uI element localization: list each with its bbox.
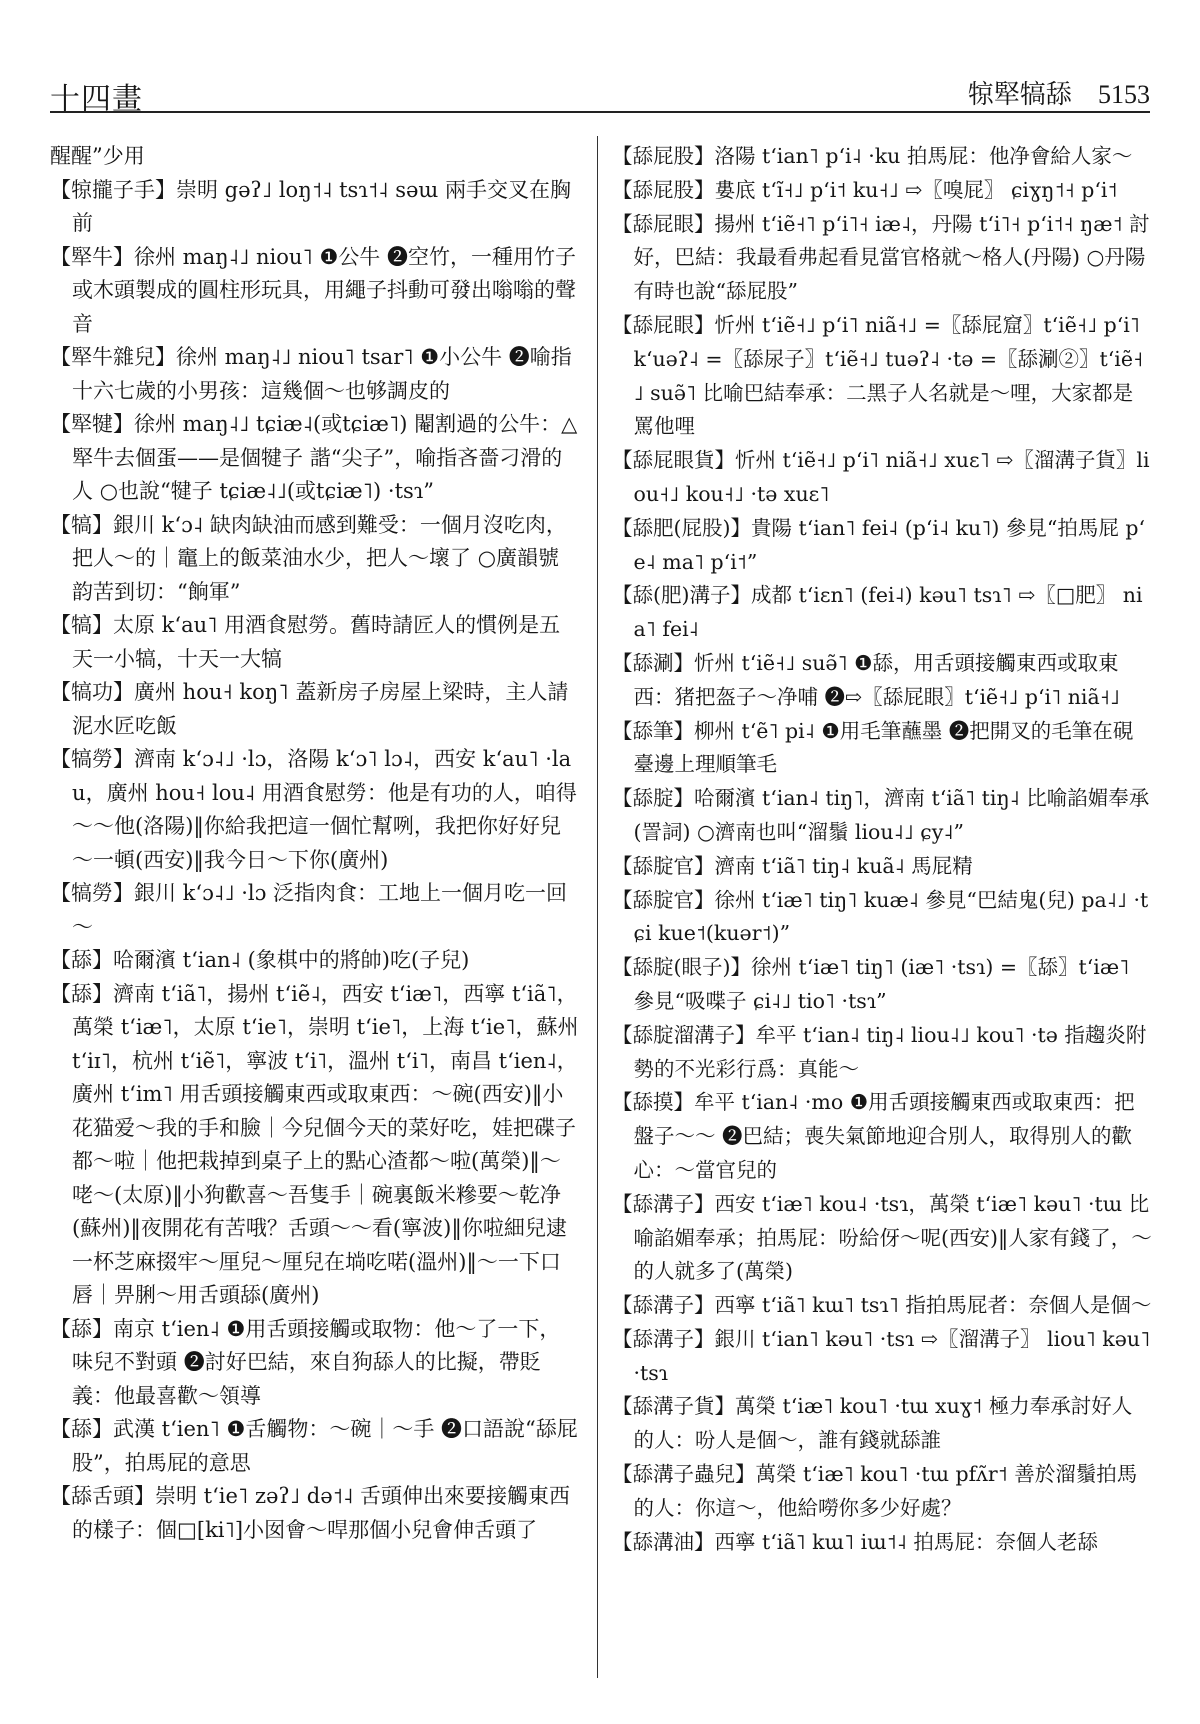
dictionary-entry: 【犒勞】銀川 kʻɔ˨˩ ·lɔ 泛指肉食：工地上一個月吃一回～ — [50, 881, 568, 939]
column-divider — [597, 136, 598, 1678]
dictionary-entry: 【舔屁眼】忻州 tʻiẽ˧˩ pʻi˥ niã˧˩ =〖舔屁窟〗tʻiẽ˧˩ pʻi˥ kʻuəʔ˨ =〖舔尿子〗tʻiẽ˧˩ tuəʔ˨ ·tə =〖舔涮②〗tʻiẽ˧˩ suə̃˥ 比喻巴結奉承：二黑子人名就是～哩，大家都是罵他哩 — [612, 312, 1144, 439]
dictionary-entry: 【舔溝子】西寧 tʻiã˥ kɯ˥ tsɿ˥ 指拍馬屁者：奈個人是個～ — [612, 1293, 1152, 1318]
dictionary-entry: 【舔摸】牟平 tʻian˨ ·mo ❶用舌頭接觸東西或取東西：把盤子～～ ❷巴結；喪失氣節地迎合別人，取得別人的歡心：～當官兒的 — [612, 1090, 1135, 1182]
dictionary-entry: 【舔腚官】徐州 tʻiæ˥ tiŋ˥ kuæ˨ 參見“巴結鬼(兒) pa˨˩ ·tɕi kue˦(kuər˦)” — [612, 887, 1149, 946]
dictionary-entry: 【犒功】廣州 hou˧ koŋ˥ 蓋新房子房屋上梁時，主人請泥水匠吃飯 — [50, 680, 569, 738]
dictionary-entry: 【舔腚官】濟南 tʻiã˥ tiŋ˨ kuã˨ 馬屁精 — [612, 853, 973, 878]
dictionary-entry: 【㹂牛雜兒】徐州 maŋ˨˩ niou˥ tsar˥ ❶小公牛 ❷喻指十六七歲的小男孩：這幾個～也够調皮的 — [50, 345, 572, 403]
page-number: 5153 — [1098, 80, 1150, 109]
dictionary-entry: 【舔腚(眼子)】徐州 tʻiæ˥ tiŋ˥ (iæ˥ ·tsɿ) =〖舔〗tʻiæ˥ 參見“吸喋子 ɕi˨˩ tio˥ ·tsɿ” — [612, 955, 1130, 1013]
header-right — [968, 74, 1150, 111]
dictionary-entry: 【舔】哈爾濱 tʻian˨ (象棋中的將帥)吃(子兒) — [50, 948, 470, 972]
dictionary-entry: 【舔溝子貨】萬榮 tʻiæ˥ kou˥ ·tɯ xuɣ˦ 極力奉承討好人的人：吩人是個～，誰有錢就舔誰 — [612, 1394, 1133, 1453]
dictionary-entry: 【㹁攏子手】崇明 gəʔ˩ loŋ˦˨ tsɿ˦˨ səɯ 兩手交叉在胸前 — [50, 177, 572, 235]
dictionary-entry: 【舔】濟南 tʻiã˥，揚州 tʻiẽ˨，西安 tʻiæ˥，西寧 tʻiã˥，萬榮 tʻiæ˥，太原 tʻie˥，崇明 tʻie˥，上海 tʻie˥，蘇州 tʻiɪ˥，杭州 tʻiẽ˥，寧波 tʻi˥，溫州 tʻi˥，南昌 tʻien˨，廣州 tʻim˥ 用舌頭接觸東西或取東西：～碗(西安)‖小花猫爱～我的手和臉｜今兒個今天的菜好吃，娃把碟子都～啦｜他把栽掉到桌子上的點心渣都～啦(萬榮)‖～咾～(太原)‖小狗歡喜～吾隻手｜碗裏飯米糝要～乾净(蘇州)‖夜開花有苦哦？舌頭～～看(寧波)‖你啦細兒逮一杯芝麻掇牢～厘兒～厘兒在埫吃喏(溫州)‖～一下口唇｜畀脷～用舌頭舔(廣州) — [50, 981, 579, 1307]
dictionary-entry: 【犒】太原 kʻau˥ 用酒食慰勞。舊時請匠人的慣例是五天一小犒，十天一大犒 — [50, 613, 561, 671]
dictionary-entry: 【㹂牛】徐州 maŋ˨˩ niou˥ ❶公牛 ❷空竹，一種用竹子或木頭製成的圓柱形玩具，用繩子抖動可發出嗡嗡的聲音 — [50, 244, 577, 336]
dictionary-entry: 【舔涮】忻州 tʻiẽ˧˩ suə̃˥ ❶舔，用舌頭接觸東西或取東西：猪把盔子～净哺 ❷⇨〖舔屁眼〗tʻiẽ˧˩ pʻi˥ niã˧˩ — [612, 650, 1120, 709]
dictionary-entry: 【㹂犍】徐州 maŋ˨˩ tɕiæ˨(或tɕiæ˥) 閹割過的公牛：△㹂牛去個蛋——是個犍子 諧“尖子”，喻指吝嗇刁滑的人 ○也說“犍子 tɕiæ˨˩(或tɕiæ˥) ·tsɿ” — [50, 412, 578, 503]
dictionary-entry: 【舔腚】哈爾濱 tʻian˨ tiŋ˥，濟南 tʻiã˥ tiŋ˨ 比喻諂媚奉承(詈詞) ○濟南也叫“溜鬚 liou˨˩ ɕy˨” — [612, 786, 1150, 844]
left-column — [50, 140, 580, 1547]
header-rule — [50, 111, 1150, 113]
header-characters: 㹁㹂犒舔 — [967, 80, 1072, 110]
dictionary-entry: 【舔屁股】婁底 tʻĩ˧˩ pʻi˦ ku˧˩ ⇨〖嗅屁〗 ɕiɣŋ˦˧ pʻi˦ — [612, 177, 1118, 202]
dictionary-entry: 【舔腚溜溝子】牟平 tʻian˨ tiŋ˨ liou˨˩ kou˥ ·tə 指趨炎附勢的不光彩行爲：真能～ — [612, 1022, 1147, 1081]
dictionary-entry: 【舔溝子蟲兒】萬榮 tʻiæ˥ kou˥ ·tɯ pfʌ̃r˦ 善於溜鬚拍馬的人：你這～，他給嘮你多少好處？ — [612, 1462, 1138, 1520]
dictionary-entry: 【舔溝油】西寧 tʻiã˥ kɯ˥ iɯ˦˨ 拍馬屁：奈個人老舔 — [612, 1529, 1098, 1554]
dictionary-entry: 【犒】銀川 kʻɔ˨ 缺肉缺油而感到難受：一個月沒吃肉，把人～的｜竈上的飯菜油水少，把人～壞了 ○廣韻號韵苦到切：“餉軍” — [50, 512, 567, 604]
dictionary-entry: 【舔溝子】銀川 tʻian˥ kəu˥ ·tsɿ ⇨〖溜溝子〗 liou˥ kəu˥ ·tsɿ — [612, 1326, 1151, 1385]
page-header — [50, 62, 1150, 117]
dictionary-entry: 【舔舌頭】崇明 tʻie˥ zəʔ˩ də˦˨ 舌頭伸出來要接觸東西的樣子：個□[ki˥]小囡會～哻那個小兒會伸舌頭了 — [50, 1484, 571, 1542]
dictionary-entry: 【舔屁眼】揚州 tʻiẽ˧˥ pʻi˥˧ iæ˨，丹陽 tʻi˥˧ pʻi˦˧ ŋæ˦ 討好，巴結：我最看弗起看見當官格就～格人(丹陽) ○丹陽有時也說“舔屁股” — [612, 211, 1150, 304]
dictionary-entry: 【犒勞】濟南 kʻɔ˨˩ ·lɔ，洛陽 kʻɔ˥ lɔ˨，西安 kʻau˥ ·lau，廣州 hou˧ lou˨ 用酒食慰勞：他是有功的人，咱得～～他(洛陽)‖你給我把這一個忙幫咧，我把你好好兒～一頓(西安)‖我今日～下你(廣州) — [50, 747, 577, 872]
dictionary-entry: 【舔】武漢 tʻien˥ ❶舌觸物：～碗｜～手 ❷口語說“舔屁股”，拍馬屁的意思 — [50, 1417, 578, 1475]
dictionary-entry: 【舔溝子】西安 tʻiæ˥ kou˨ ·tsɿ，萬榮 tʻiæ˥ kəu˥ ·tɯ 比喻諂媚奉承；拍馬屁：吩給伢～呢(西安)‖人家有錢了，～的人就多了(萬榮) — [612, 1191, 1152, 1284]
dictionary-entry: 【舔筆】柳州 tʻẽ˥ pi˨ ❶用毛筆蘸墨 ❷把開叉的毛筆在硯臺邊上理順筆毛 — [612, 718, 1134, 777]
dictionary-entry: 【舔肥(屁股)】貴陽 tʻian˥ fei˨ (pʻi˨ ku˥) 參見“拍馬屁 pʻe˨ ma˥ pʻi˦” — [612, 515, 1145, 574]
entry-continuation: 醒醒”少用 — [50, 144, 145, 168]
dictionary-entry: 【舔(肥)溝子】成都 tʻiɛn˥ (fei˨) kəu˥ tsɿ˥ ⇨〖□肥〗 nia˥ fei˨ — [612, 583, 1143, 642]
dictionary-entry: 【舔屁股】洛陽 tʻian˥ pʻi˨ ·ku 拍馬屁：他净會給人家～ — [612, 144, 1133, 168]
right-column — [612, 140, 1152, 1559]
dictionary-entry: 【舔】南京 tʻien˨ ❶用舌頭接觸或取物：他～了一下，味兒不對頭 ❷討好巴結，來自狗舔人的比擬，帶貶義：他最喜歡～領導 — [50, 1316, 561, 1408]
chapter-title: 十四畫 — [50, 82, 143, 117]
dictionary-entry: 【舔屁眼貨】忻州 tʻiẽ˧˩ pʻi˥ niã˧˩ xuɛ˥ ⇨〖溜溝子貨〗liou˧˩ kou˧˩ ·tə xuɛ˥ — [612, 448, 1150, 506]
